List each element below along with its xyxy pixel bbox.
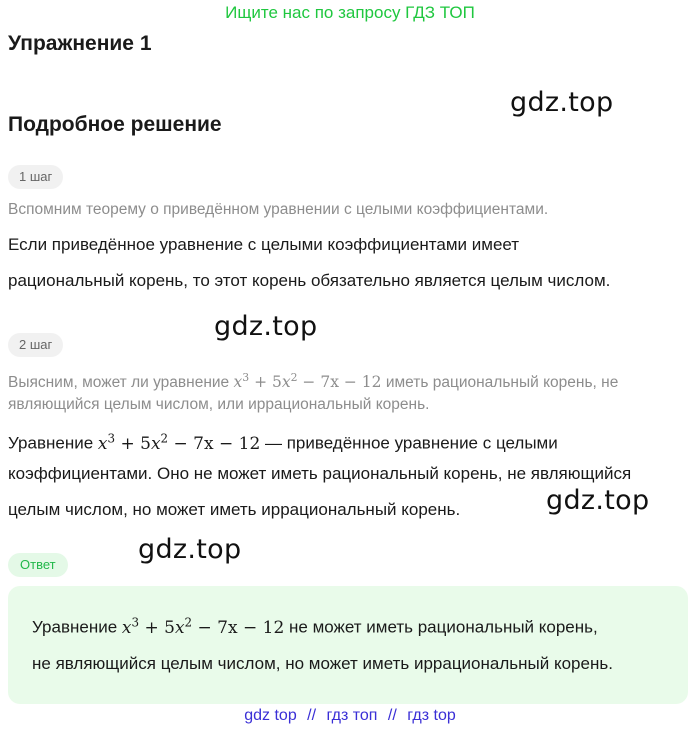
equation: $x^3 + 5x^2 - 7x - 12$ [121, 615, 285, 638]
step-2-hint [8, 367, 688, 416]
step-1-hint: Вспомним теорему о приведённом уравнении с целыми коэффициентами. [8, 201, 549, 218]
footer-link-gdz-top-mixed[interactable]: гдз top [407, 707, 456, 724]
step-2-hint-before: Выясним, может ли уравнение [8, 373, 230, 391]
watermark: gdz.top [546, 485, 650, 516]
step-1-text-line-1: Если приведённое уравнение с целыми коэффициентами имеет [8, 235, 520, 254]
footer-link-gdz-top-ru[interactable]: гдз топ [326, 707, 378, 724]
footer-link-gdz-top[interactable]: gdz top [244, 707, 297, 724]
step-2-hint-after: иметь рациональный корень, не [385, 373, 619, 391]
equation: $x^3 + 5x^2 - 7x - 12$ [233, 371, 382, 391]
step-2-badge: 2 шаг [8, 333, 63, 357]
footer-links [0, 707, 700, 725]
equation: $x^3 + 5x^2 - 7x - 12$ [97, 431, 261, 454]
step-2-text-line-2: коэффициентами. Оно не может иметь рациональный корень, не являющийся [8, 464, 632, 483]
step-2-text-line-1: Уравнение $x^3 + 5x^2 - 7x - 12$ — приведённое уравнение с целыми [8, 431, 558, 454]
watermark: gdz.top [510, 87, 614, 118]
step-1-badge: 1 шаг [8, 165, 63, 189]
answer-badge: Ответ [8, 553, 68, 577]
step-2-text-line-3: целым числом, но может иметь иррациональный корень. [8, 500, 461, 519]
watermark: gdz.top [138, 534, 242, 565]
step-1-text-line-2: рациональный корень, то этот корень обязательно является целым числом. [8, 271, 611, 290]
watermark: gdz.top [214, 311, 318, 342]
footer-separator: // [307, 707, 317, 724]
answer-text: Уравнение $x^3 + 5x^2 - 7x - 12$ не может иметь рациональный корень, не являющийся целым числом, но может иметь иррациональный корень. [32, 615, 613, 673]
section-title: Подробное решение [8, 113, 222, 136]
exercise-title: Упражнение 1 [8, 32, 152, 55]
footer-separator: // [387, 707, 397, 724]
step-2-hint-line-2: являющийся целым числом, или иррациональный корень. [8, 395, 430, 413]
top-banner: Ищите нас по запросу ГДЗ ТОП [225, 3, 475, 22]
